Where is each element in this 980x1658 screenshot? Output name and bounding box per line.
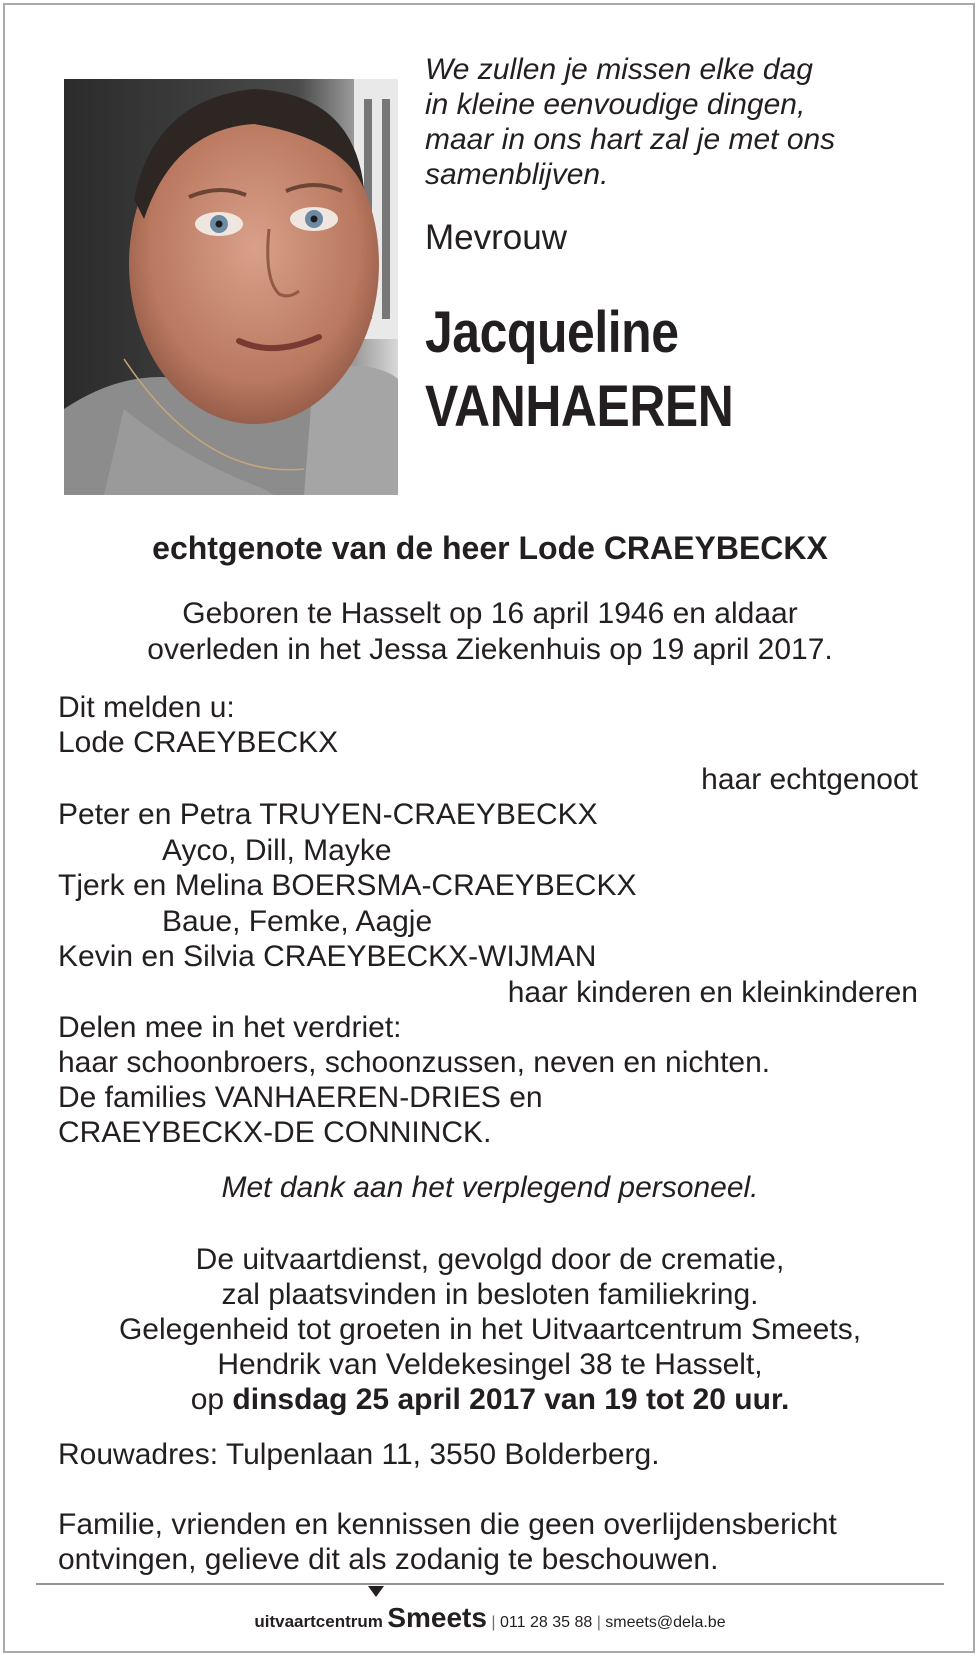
notice-line: ontvingen, gelieve dit als zodanig te beschouwen.	[58, 1543, 719, 1576]
relatives-line: CRAEYBECKX-DE CONNINCK.	[58, 1116, 492, 1149]
birth-line: Geboren te Hasselt op 16 april 1946 en aldaar	[182, 597, 798, 630]
child-family: Tjerk en Melina BOERSMA-CRAEYBECKX	[58, 869, 637, 902]
thanks-line: Met dank aan het verplegend personeel.	[221, 1171, 759, 1204]
mourning-address: Rouwadres: Tulpenlaan 11, 3550 Bolderberg.	[58, 1438, 660, 1471]
quote-line: in kleine eenvoudige dingen,	[425, 88, 806, 121]
children-role: haar kinderen en kleinkinderen	[507, 976, 918, 1009]
child-family: Kevin en Silvia CRAEYBECKX-WIJMAN	[58, 940, 597, 973]
ceremony-line: zal plaatsvinden in besloten familiekring.	[221, 1278, 759, 1311]
husband-role: haar echtgenoot	[701, 763, 918, 796]
relatives-line: haar schoonbroers, schoonzussen, neven en nichten.	[58, 1046, 771, 1079]
footer-divider	[36, 1583, 944, 1585]
visitation-prefix: op	[190, 1383, 225, 1416]
brand-name: Smeets	[387, 1602, 487, 1633]
deceased-name	[425, 296, 733, 444]
share-intro: Delen mee in het verdriet:	[58, 1011, 402, 1044]
quote-line: maar in ons hart zal je met ons	[425, 123, 836, 156]
death-line: overleden in het Jessa Ziekenhuis op 19 april 2017.	[147, 633, 833, 666]
husband-name: Lode CRAEYBECKX	[58, 726, 339, 759]
ceremony-line: Gelegenheid tot groeten in het Uitvaartcentrum Smeets,	[118, 1313, 862, 1346]
quote-line: samenblijven.	[425, 158, 609, 191]
grandchildren: Ayco, Dill, Mayke	[162, 834, 392, 867]
portrait-photo	[64, 79, 398, 495]
spouse-line: echtgenote van de heer Lode CRAEYBECKX	[152, 530, 828, 566]
separator: |	[491, 1614, 496, 1631]
triangle-marker-icon	[368, 1586, 384, 1597]
brand-subtitle: uitvaartcentrum	[254, 1612, 383, 1631]
birth-death-info	[0, 596, 980, 668]
visitation-time	[0, 1382, 980, 1417]
email-address: smeets@dela.be	[605, 1614, 726, 1631]
quote-line: We zullen je missen elke dag	[425, 53, 813, 86]
phone-number: 011 28 35 88	[500, 1614, 593, 1631]
notice-line: Familie, vrienden en kennissen die geen overlijdensbericht	[58, 1508, 837, 1541]
relatives-line: De families VANHAEREN-DRIES en	[58, 1081, 543, 1114]
ceremony-line: Hendrik van Veldekesingel 38 te Hasselt,	[217, 1348, 763, 1381]
grandchildren: Baue, Femke, Aagje	[162, 905, 433, 938]
ceremony-line: De uitvaartdienst, gevolgd door de crematie,	[195, 1243, 785, 1276]
child-family: Peter en Petra TRUYEN-CRAEYBECKX	[58, 798, 598, 831]
family-intro: Dit melden u:	[58, 691, 235, 724]
last-name: VANHAEREN	[425, 374, 734, 439]
visitation-date: dinsdag 25 april 2017 van 19 tot 20 uur.	[232, 1383, 790, 1416]
separator: |	[596, 1614, 601, 1631]
memorial-quote	[425, 52, 945, 192]
footer-contact	[0, 1602, 980, 1634]
honorific: Mevrouw	[425, 218, 567, 257]
first-name: Jacqueline	[425, 300, 679, 365]
